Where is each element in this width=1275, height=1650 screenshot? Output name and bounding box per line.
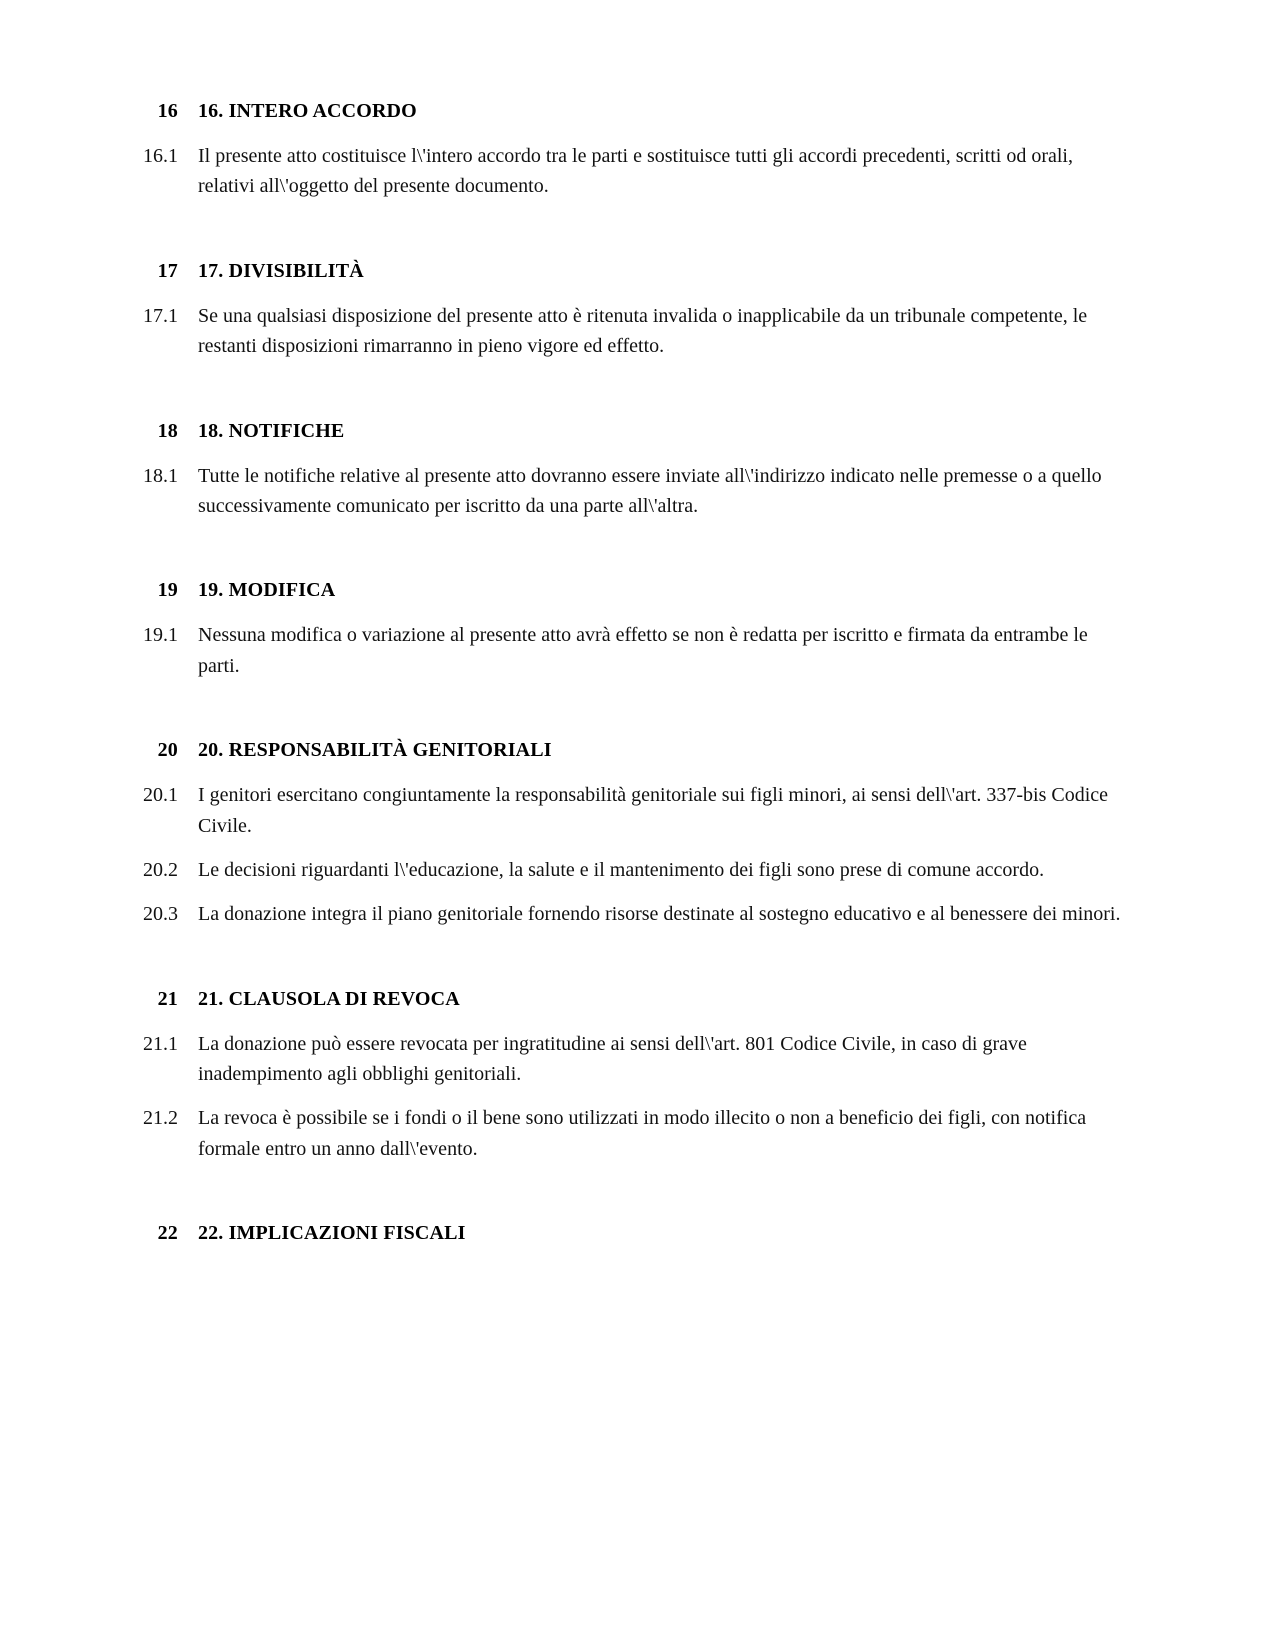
clause-number: 20.1: [143, 784, 178, 807]
clause: [130, 620, 1125, 681]
section-title: 21. CLAUSOLA DI REVOCA: [198, 987, 460, 1010]
clause-text: La donazione può essere revocata per ingratitudine ai sensi dell\'art. 801 Codice Civile, in caso di grave inadempimento agli obblighi genitoriali.: [198, 1032, 1027, 1086]
section-number: 17: [157, 259, 178, 282]
section-heading: [130, 579, 1125, 602]
clause-number: 16.1: [143, 145, 178, 167]
clause-text: Le decisioni riguardanti l\'educazione, la salute e il mantenimento dei figli sono prese di comune accordo.: [198, 858, 1045, 881]
clause-text: I genitori esercitano congiuntamente la responsabilità genitoriale sui figli minori, ai sensi dell\'art. 337-bis Codice Civile.: [198, 784, 1109, 837]
heading-spacer: [130, 123, 1125, 141]
section-spacer: [130, 521, 1125, 579]
clause-text: Nessuna modifica o variazione al presente atto avrà effetto se non è redatta per iscritto e firmata da entrambe le parti.: [198, 624, 1088, 677]
section-number: 21: [157, 987, 178, 1010]
clause: [130, 301, 1125, 362]
heading-spacer: [130, 762, 1125, 780]
clause-spacer: [130, 885, 1125, 899]
heading-spacer: [130, 283, 1125, 301]
section-spacer: [130, 362, 1125, 420]
section-number: 22: [157, 1222, 178, 1245]
clause-text: Il presente atto costituisce l\'intero accordo tra le parti e sostituisce tutti gli accordi precedenti, scritti od orali, relativi all\'oggetto del presente documento.: [198, 145, 1073, 198]
clause-number: 19.1: [143, 624, 178, 647]
section-title: 20. RESPONSABILITÀ GENITORIALI: [198, 739, 552, 762]
clause: [130, 780, 1125, 841]
section-title: 18. NOTIFICHE: [198, 419, 345, 442]
clause-number: 20.2: [143, 858, 178, 881]
section-heading: [130, 100, 1125, 123]
heading-spacer: [130, 602, 1125, 620]
clause: [130, 899, 1125, 929]
section-heading: [130, 260, 1125, 283]
section-title: 22. IMPLICAZIONI FISCALI: [198, 1222, 466, 1245]
clause-number: 20.3: [143, 903, 178, 926]
section-number: 20: [157, 739, 178, 762]
section-heading: [130, 420, 1125, 443]
section-number: 19: [157, 579, 178, 602]
section-title: 19. MODIFICA: [198, 579, 336, 602]
clause: [130, 855, 1125, 885]
clause: [130, 1103, 1125, 1164]
section-spacer: [130, 681, 1125, 739]
clause-text: La donazione integra il piano genitoriale fornendo risorse destinate al sostegno educativo e al benessere dei minori.: [198, 903, 1121, 926]
section-number: 18: [157, 419, 178, 442]
section-title: 16. INTERO ACCORDO: [198, 100, 417, 122]
section-number: 16: [157, 100, 178, 122]
section-heading: [130, 739, 1125, 762]
clause-text: La revoca è possibile se i fondi o il bene sono utilizzati in modo illecito o non a beneficio dei figli, con notifica formale entro un anno dall\'evento.: [198, 1107, 1087, 1160]
clause-text: Tutte le notifiche relative al presente atto dovranno essere inviate all\'indirizzo indicato nelle premesse o a quello successivamente comunicato per iscritto da una parte all\'altra.: [198, 464, 1102, 517]
section-title: 17. DIVISIBILITÀ: [198, 259, 364, 282]
clause-number: 21.1: [143, 1032, 178, 1055]
clause: [130, 1029, 1125, 1090]
clause: [130, 461, 1125, 522]
clause-number: 21.2: [143, 1107, 178, 1130]
heading-spacer: [130, 443, 1125, 461]
clause-spacer: [130, 841, 1125, 855]
section-spacer: [130, 1164, 1125, 1222]
section-spacer: [130, 202, 1125, 260]
clause-spacer: [130, 1089, 1125, 1103]
section-heading: [130, 1222, 1125, 1245]
clause: [130, 141, 1125, 202]
document-body: [130, 100, 1125, 1245]
clause-number: 18.1: [143, 464, 178, 487]
clause-text: Se una qualsiasi disposizione del presente atto è ritenuta invalida o inapplicabile da un tribunale competente, le restanti disposizioni rimarranno in pieno vigore ed effetto.: [198, 304, 1088, 358]
heading-spacer: [130, 1011, 1125, 1029]
clause-number: 17.1: [143, 304, 178, 327]
section-heading: [130, 988, 1125, 1011]
section-spacer: [130, 930, 1125, 988]
